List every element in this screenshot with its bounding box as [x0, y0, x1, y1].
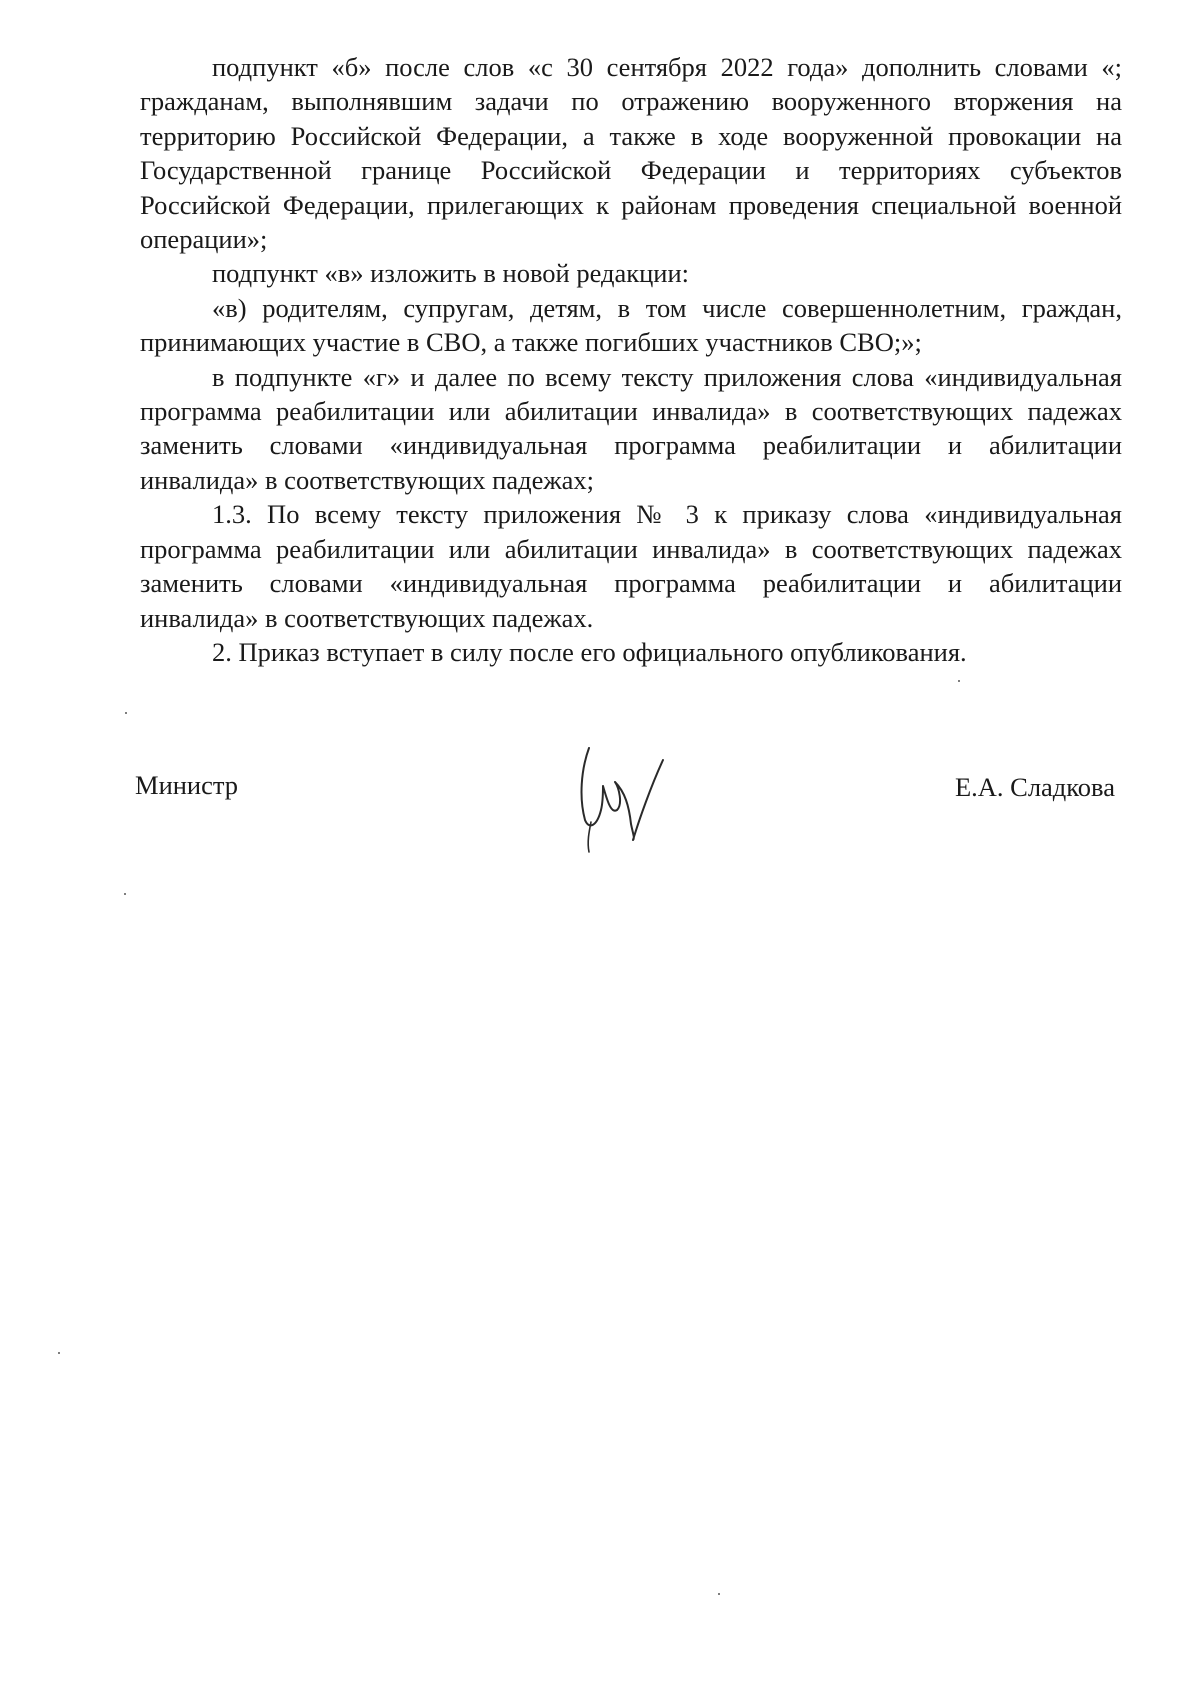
signatory-name: Е.А. Сладкова	[954, 772, 1115, 802]
scan-speck	[124, 893, 126, 895]
handwritten-signature	[567, 740, 677, 860]
scan-speck	[718, 1593, 720, 1595]
document-body	[140, 50, 1122, 669]
paragraph-subitem-g: в подпункте «г» и далее по всему тексту приложения слова «индивидуальная программа реабилитации или абилитации инвалида» в соответствующих падежах заменить словами «индивидуальная программа реабилитации и абилитации инвалида» в соответствующих падежах;	[140, 361, 1122, 495]
paragraph-item-1-3: 1.3. По всему тексту приложения № 3 к приказу слова «индивидуальная программа реабилитации или абилитации инвалида» в соответствующих падежах заменить словами «индивидуальная программа реабилитации и абилитации инвалида» в соответствующих падежах.	[140, 499, 1122, 633]
paragraph-subitem-v-text: «в) родителям, супругам, детям, в том числе совершеннолетним, граждан, принимающих участие в СВО, а также погибших участников СВО;»;	[140, 292, 1122, 358]
scan-speck	[958, 680, 960, 682]
paragraph-subitem-b: подпункт «б» после слов «с 30 сентября 2022 года» дополнить словами «; гражданам, выполнявшим задачи по отражению вооруженного вторжения на территорию Российской Федерации, а также в ходе вооруженной провокации на Государственной границе Российской Федерации и территориях субъектов Российской Федерации, прилегающих к районам проведения специальной военной операции»;	[140, 52, 1122, 255]
signature-block	[135, 740, 1115, 860]
paragraph-item-2: 2. Приказ вступает в силу после его официального опубликования.	[212, 636, 967, 667]
scan-speck	[125, 712, 127, 714]
paragraph-subitem-v-intro: подпункт «в» изложить в новой редакции:	[212, 258, 690, 289]
signatory-title: Министр	[135, 770, 239, 800]
scan-speck	[58, 1352, 60, 1354]
